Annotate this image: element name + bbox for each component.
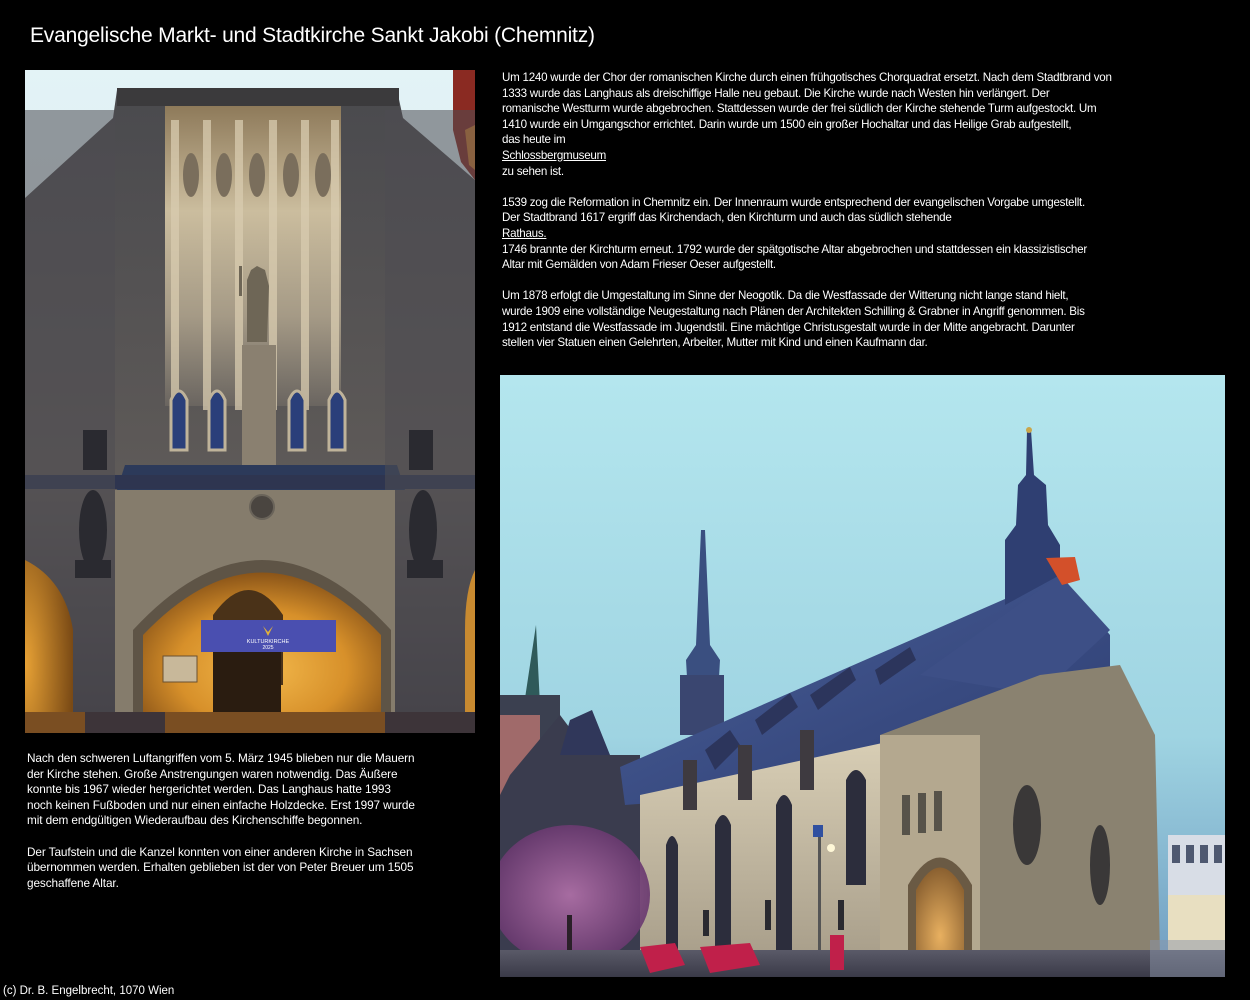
text-line: der Kirche stehen. Große Anstrengungen waren notwendig. Das Äußere	[27, 766, 398, 781]
photo-west-facade[interactable]	[25, 70, 475, 733]
paragraph-war-reconstruction	[27, 751, 447, 829]
church-facade-image	[25, 70, 475, 733]
paragraph-neogothic	[502, 288, 1202, 350]
text-line: Um 1878 erfolgt die Umgestaltung im Sinne der Neogotik. Da die Westfassade der Witterung nicht lange stand hielt,	[502, 289, 1069, 303]
text-line: 1912 entstand die Westfassade im Jugendstil. Eine mächtige Christusgestalt wurde in der Mitte angebracht. Darunter	[502, 320, 1075, 334]
paragraph-reformation	[502, 195, 1202, 273]
page-title: Evangelische Markt- und Stadtkirche Sankt Jakobi (Chemnitz)	[30, 24, 595, 47]
text-line: Altar mit Gemälden von Adam Frieser Oeser aufgestellt.	[502, 258, 776, 272]
text-line: Um 1240 wurde der Chor der romanischen Kirche durch einen frühgotisches Chorquadrat ersetzt. Nach dem Stadtbrand von	[502, 71, 1112, 84]
paragraph-gothic-history	[502, 70, 1202, 179]
text-line: romanische Westturm wurde abgebrochen. Stattdessen wurde der frei südlich der Kirche stehende Turm aufgestockt. Um	[502, 102, 1097, 116]
text-line: noch keinen Fußboden und nur einen einfache Holzdecke. Erst 1997 wurde	[27, 797, 415, 812]
text-line: geschaffene Altar.	[27, 875, 119, 890]
text-line: Nach den schweren Luftangriffen vom 5. März 1945 blieben nur die Mauern	[27, 751, 415, 765]
text-line: übernommen werden. Erhalten geblieben ist der von Peter Breuer um 1505	[27, 860, 414, 875]
link-schlossbergmuseum[interactable]: Schlossbergmuseum	[502, 148, 607, 162]
svg-text:2025: 2025	[262, 645, 274, 651]
text-line: stellen vier Statuen einen Gelehrten, Arbeiter, Mutter mit Kind und einen Kaufmann dar.	[502, 336, 928, 350]
svg-text:KULTURKIRCHE: KULTURKIRCHE	[246, 639, 290, 645]
text-line: wurde 1909 eine vollständige Neugestaltung nach Plänen der Architekten Schilling & Grabner in Angriff genommen. Bis	[502, 304, 1085, 318]
text-line: 1746 brannte der Kirchturm erneut. 1792 wurde der spätgotische Altar abgebrochen und stattdessen ein klassizistischer	[502, 242, 1087, 256]
link-rathaus[interactable]: Rathaus.	[502, 226, 547, 240]
history-text-right	[502, 70, 1202, 366]
text-line: Der Taufstein und die Kanzel konnten von einer anderen Kirche in Sachsen	[27, 844, 413, 859]
paragraph-furnishings	[27, 845, 447, 892]
text-line: mit dem endgültigen Wiederaufbau des Kirchenschiffe begonnen.	[27, 813, 363, 828]
church-side-image	[500, 375, 1225, 977]
text-line: 1410 wurde ein Umgangschor errichtet. Darin wurde um 1500 ein großer Hochaltar und das Heilige Grab aufgestellt,	[502, 117, 1072, 131]
text-line: 1333 wurde das Langhaus als dreischiffige Halle neu gebaut. Die Kirche wurde nach Westen hin verlängert. Der	[502, 86, 1050, 100]
text-line: Der Stadtbrand 1617 ergriff das Kirchendach, den Kirchturm und auch das südlich stehende	[502, 211, 952, 225]
text-line: 1539 zog die Reformation in Chemnitz ein. Der Innenraum wurde entsprechend der evangelischen Vorgabe umgestellt.	[502, 195, 1085, 209]
text-line: konnte bis 1967 wieder hergerichtet werden. Das Langhaus hatte 1993	[27, 782, 391, 797]
copyright-footer: (c) Dr. B. Engelbrecht, 1070 Wien	[3, 985, 175, 997]
text-line: das heute im	[502, 133, 566, 147]
history-text-left	[27, 751, 447, 907]
text-line: zu sehen ist.	[502, 164, 564, 178]
photo-side-view[interactable]	[500, 375, 1225, 977]
